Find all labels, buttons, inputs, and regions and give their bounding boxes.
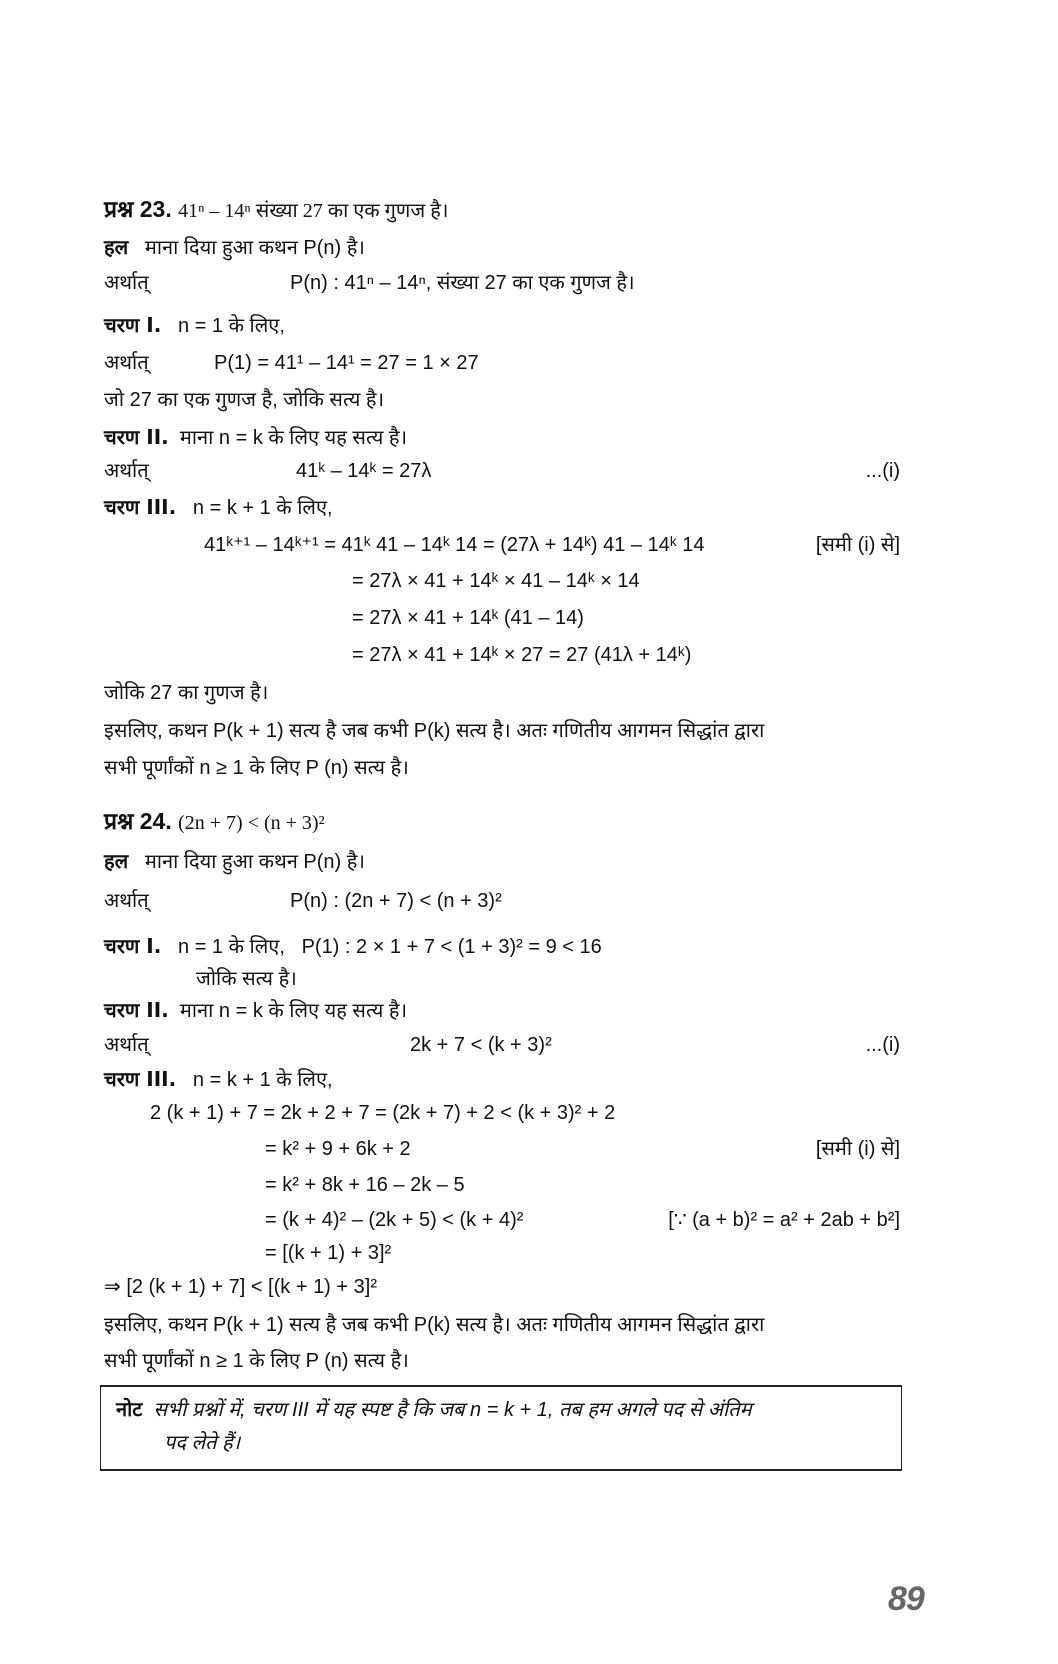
step-label: चरण II. <box>104 998 169 1022</box>
conclusion-line: इसलिए, कथन P(k + 1) सत्य है जब कभी P(k) सत्य है। अतः गणितीय आगमन सिद्धांत द्वारा <box>104 1314 765 1336</box>
step-text: n = 1 के लिए, <box>178 936 285 958</box>
step-2 <box>104 997 407 1024</box>
question-statement: 41ⁿ – 14ⁿ संख्या 27 का एक गुणज है। <box>178 200 449 222</box>
conclusion-line: सभी पूर्णांकों n ≥ 1 के लिए P (n) सत्य है। <box>104 1350 409 1372</box>
step-text: n = 1 के लिए, <box>178 315 285 337</box>
implication-line: ⇒ [2 (k + 1) + 7] < [(k + 1) + 3]² <box>104 1276 377 1298</box>
pn-statement: P(n) : (2n + 7) < (n + 3)² <box>290 890 502 912</box>
step1-equation: P(1) : 2 × 1 + 7 < (1 + 3)² = 9 < 16 <box>301 936 602 958</box>
note-text: पद लेते हैं। <box>164 1432 241 1454</box>
note-line <box>116 1396 752 1423</box>
arthat-label: अर्थात् <box>104 890 149 912</box>
question-label: प्रश्न 24. <box>104 808 172 834</box>
step-text: माना n = k के लिए यह सत्य है। <box>179 427 408 449</box>
equation-ref: ...(i) <box>865 1034 900 1056</box>
note-label: नोट <box>116 1397 143 1421</box>
note-text: सभी प्रश्नों में, चरण III में यह स्पष्ट है कि जब n = k + 1, तब हम अगले पद से अंतिम <box>153 1399 752 1421</box>
arthat-label: अर्थात् <box>104 352 149 374</box>
derivation-note: [समी (i) से] <box>815 534 900 556</box>
step1-equation: P(1) = 41¹ – 14¹ = 27 = 1 × 27 <box>214 352 479 374</box>
step-3 <box>104 494 333 521</box>
derivation-note: [समी (i) से] <box>815 1138 900 1160</box>
conclusion-line: जोकि 27 का गुणज है। <box>104 682 269 704</box>
conclusion-line: इसलिए, कथन P(k + 1) सत्य है जब कभी P(k) सत्य है। अतः गणितीय आगमन सिद्धांत द्वारा <box>104 720 765 742</box>
arthat-label: अर्थात् <box>104 460 149 482</box>
arthat-label: अर्थात् <box>104 1034 149 1056</box>
hal-label: हल <box>104 849 129 873</box>
arthat-label: अर्थात् <box>104 272 149 294</box>
hal-text: माना दिया हुआ कथन P(n) है। <box>144 851 365 873</box>
step-text: माना n = k के लिए यह सत्य है। <box>179 1000 408 1022</box>
derivation-line: 41ᵏ⁺¹ – 14ᵏ⁺¹ = 41ᵏ 41 – 14ᵏ 14 = (27λ + 14ᵏ) 41 – 14ᵏ 14 <box>204 534 705 556</box>
hal-label: हल <box>104 235 129 259</box>
step1-conclusion: जोकि सत्य है। <box>196 968 297 990</box>
step-1 <box>104 312 285 339</box>
question-label: प्रश्न 23. <box>104 196 172 222</box>
note-line <box>164 1430 240 1456</box>
step-label: चरण I. <box>104 313 162 337</box>
step-text: n = k + 1 के लिए, <box>192 1069 333 1091</box>
page-number: 89 <box>888 1580 924 1618</box>
step2-equation: 41ᵏ – 14ᵏ = 27λ <box>296 460 432 482</box>
question-24-heading <box>104 808 325 836</box>
step-label: चरण II. <box>104 425 169 449</box>
derivation-line: = 27λ × 41 + 14ᵏ × 27 = 27 (41λ + 14ᵏ) <box>352 644 692 666</box>
derivation-line: = k² + 8k + 16 – 2k – 5 <box>265 1174 465 1196</box>
derivation-line: = 27λ × 41 + 14ᵏ × 41 – 14ᵏ × 14 <box>352 570 640 592</box>
pn-statement: P(n) : 41ⁿ – 14ⁿ, संख्या 27 का एक गुणज है। <box>290 272 635 294</box>
derivation-line: 2 (k + 1) + 7 = 2k + 2 + 7 = (2k + 7) + 2 < (k + 3)² + 2 <box>150 1102 616 1124</box>
equation-ref: ...(i) <box>865 460 900 482</box>
solution-intro <box>104 234 365 261</box>
step-text: n = k + 1 के लिए, <box>192 497 333 519</box>
step-label: चरण III. <box>104 495 177 519</box>
derivation-line: = 27λ × 41 + 14ᵏ (41 – 14) <box>352 607 584 629</box>
step1-conclusion: जो 27 का एक गुणज है, जोकि सत्य है। <box>104 389 385 411</box>
step-label: चरण III. <box>104 1067 177 1091</box>
derivation-line: = (k + 4)² – (2k + 5) < (k + 4)² <box>265 1209 524 1231</box>
question-statement: (2n + 7) < (n + 3)² <box>178 812 325 834</box>
step-label: चरण I. <box>104 934 162 958</box>
solution-intro <box>104 848 365 875</box>
conclusion-line: सभी पूर्णांकों n ≥ 1 के लिए P (n) सत्य है। <box>104 757 409 779</box>
derivation-note: [∵ (a + b)² = a² + 2ab + b²] <box>668 1209 900 1231</box>
step-2 <box>104 424 407 451</box>
step-1 <box>104 933 602 960</box>
question-23-heading <box>104 196 448 224</box>
hal-text: माना दिया हुआ कथन P(n) है। <box>144 237 365 259</box>
derivation-line: = k² + 9 + 6k + 2 <box>265 1138 411 1160</box>
step-3 <box>104 1066 333 1093</box>
step2-equation: 2k + 7 < (k + 3)² <box>410 1034 552 1056</box>
derivation-line: = [(k + 1) + 3]² <box>265 1242 392 1264</box>
